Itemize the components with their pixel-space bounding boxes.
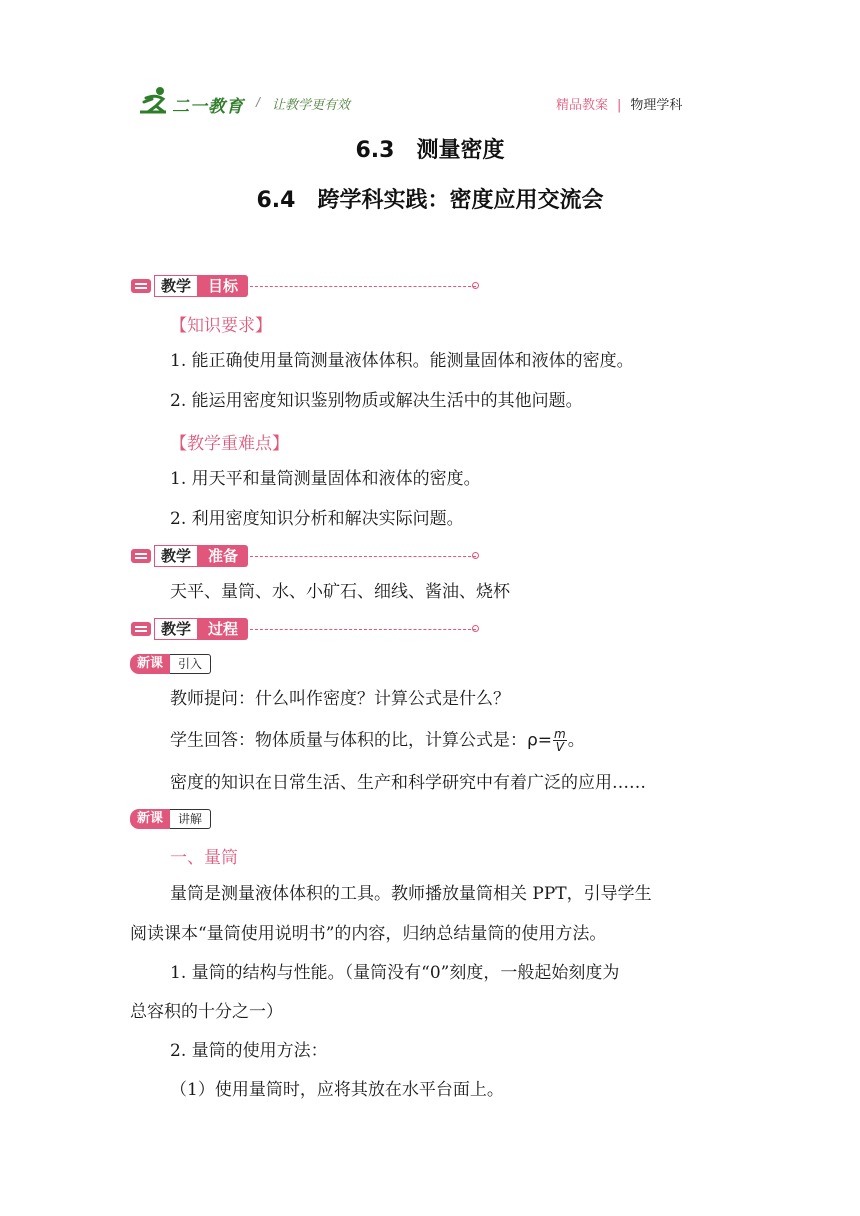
cylinder-usage-step-1: （1）使用量筒时，应将其放在水平台面上。 xyxy=(170,1080,504,1100)
section-label-a: 教学 xyxy=(154,275,198,297)
tag-new-lesson-explain xyxy=(130,809,212,829)
header-subject: 物理学科 xyxy=(630,98,683,113)
tag-label-a: 新课 xyxy=(130,654,170,674)
section-banner-process xyxy=(130,618,480,640)
cylinder-usage-heading: 2. 量筒的使用方法： xyxy=(170,1041,328,1061)
dashed-line xyxy=(250,556,476,557)
key-point-1: 1. 用天平和量筒测量固体和液体的密度。 xyxy=(170,469,481,489)
section-label-b: 目标 xyxy=(198,275,248,297)
header-right xyxy=(556,94,682,113)
book-icon xyxy=(130,277,152,295)
line-end-dot xyxy=(472,625,479,632)
teacher-question: 教师提问：什么叫作密度？计算公式是什么？ xyxy=(170,689,510,709)
knowledge-heading: 【知识要求】 xyxy=(170,316,272,336)
dashed-line xyxy=(250,629,476,630)
brand-name: 二一教育 xyxy=(172,97,244,117)
title-6-3: 6.3 测量密度 xyxy=(355,138,505,163)
tag-new-lesson-intro xyxy=(130,654,212,674)
tag-label-a: 新课 xyxy=(130,809,170,829)
header-label: 精品教案 xyxy=(556,98,609,113)
intro-paragraph: 密度的知识在日常生活、生产和科学研究中有着广泛的应用…… xyxy=(170,773,646,793)
cylinder-intro-line-2: 阅读课本“量筒使用说明书”的内容，归纳总结量筒的使用方法。 xyxy=(130,924,607,944)
header-slash: / xyxy=(256,94,260,110)
cylinder-intro-line-1: 量筒是测量液体体积的工具。教师播放量筒相关 PPT，引导学生 xyxy=(170,884,652,904)
header-slogan: 让教学更有效 xyxy=(272,98,351,113)
book-icon xyxy=(130,547,152,565)
section-banner-prep xyxy=(130,545,480,567)
section-banner-goals xyxy=(130,275,480,297)
section-label-b: 过程 xyxy=(198,618,248,640)
key-point-2: 2. 利用密度知识分析和解决实际问题。 xyxy=(170,509,464,529)
fraction-numerator: m xyxy=(554,727,566,741)
title-6-4: 6.4 跨学科实践：密度应用交流会 xyxy=(256,188,604,213)
section-label-a: 教学 xyxy=(154,618,198,640)
explain-heading: 一、量筒 xyxy=(170,848,238,868)
knowledge-item-2: 2. 能运用密度知识鉴别物质或解决生活中的其他问题。 xyxy=(170,391,583,411)
section-label-a: 教学 xyxy=(154,545,198,567)
key-points-heading: 【教学重难点】 xyxy=(170,434,289,454)
line-end-dot xyxy=(472,282,479,289)
cylinder-structure-line-2: 总容积的十分之一） xyxy=(130,1002,283,1022)
tag-label-b: 讲解 xyxy=(170,809,211,829)
prep-materials: 天平、量筒、水、小矿石、细线、酱油、烧杯 xyxy=(170,582,510,602)
density-formula-fraction xyxy=(553,728,567,753)
line-end-dot xyxy=(472,552,479,559)
dashed-line xyxy=(250,286,476,287)
cylinder-structure-line-1: 1. 量筒的结构与性能。（量筒没有“0”刻度，一般起始刻度为 xyxy=(170,963,620,983)
section-label-b: 准备 xyxy=(198,545,248,567)
knowledge-item-1: 1. 能正确使用量筒测量液体体积。能测量固体和液体的密度。 xyxy=(170,351,634,371)
answer-text: 学生回答：物体质量与体积的比，计算公式是：ρ= xyxy=(170,730,553,751)
fraction-denominator: V xyxy=(555,740,564,754)
book-icon xyxy=(130,620,152,638)
header-separator: | xyxy=(617,98,622,113)
tag-label-b: 引入 xyxy=(170,654,211,674)
student-answer xyxy=(170,728,585,753)
answer-suffix: 。 xyxy=(567,730,585,751)
